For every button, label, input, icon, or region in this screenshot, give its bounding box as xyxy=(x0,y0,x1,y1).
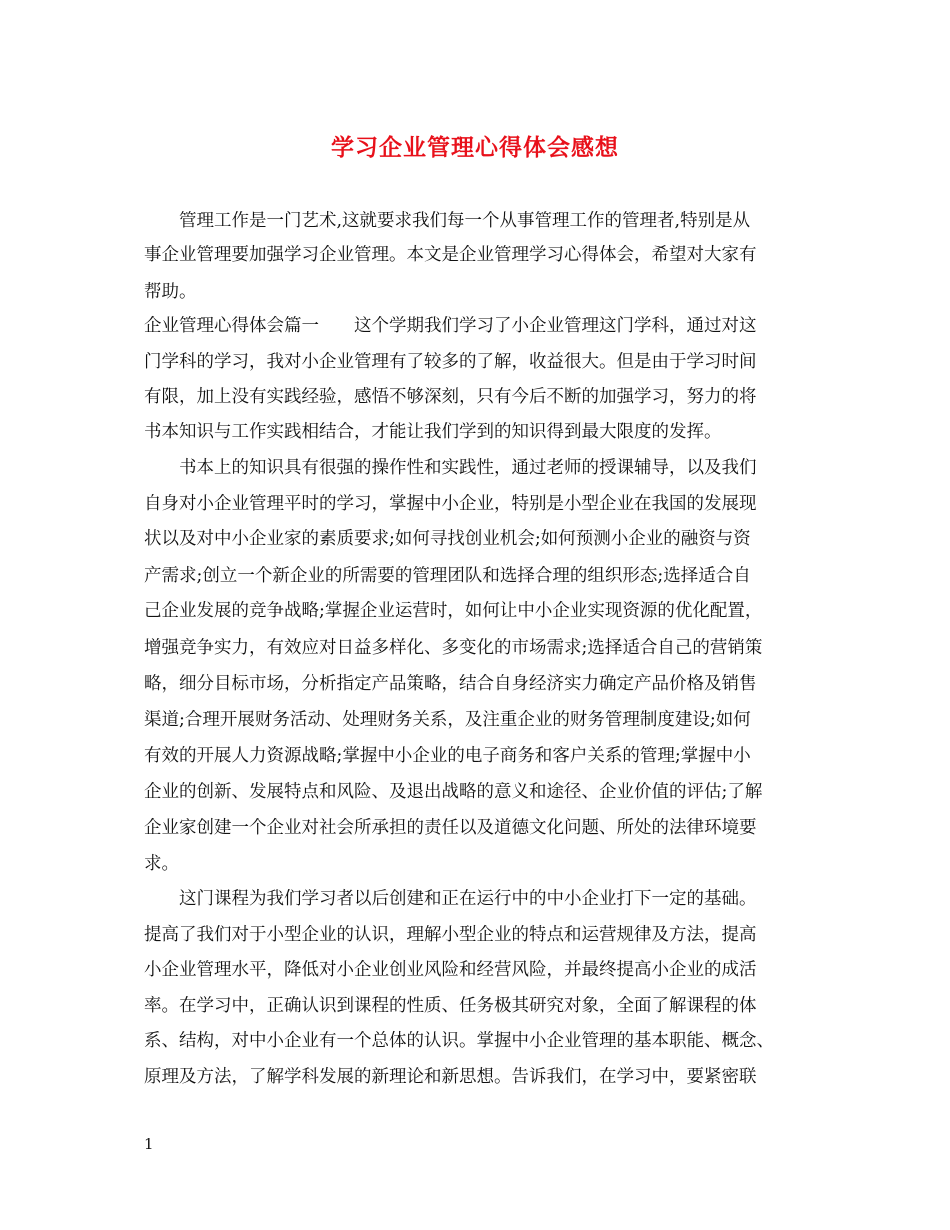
text-line: 企业管理心得体会篇一 这个学期我们学习了小企业管理这门学科，通过对这 xyxy=(144,316,757,336)
text-line: 系、结构，对中小企业有一个总体的认识。掌握中小企业管理的基本职能、概念、 xyxy=(144,1031,774,1051)
text-line: 小企业管理水平，降低对小企业创业风险和经营风险，并最终提高小企业的成活 xyxy=(144,960,757,980)
text-line: 状以及对中小企业家的素质要求;如何寻找创业机会;如何预测小企业的融资与资 xyxy=(144,529,751,549)
text-line: 率。在学习中，正确认识到课程的性质、任务极其研究对象，全面了解课程的体 xyxy=(144,996,757,1016)
text-line: 企业的创新、发展特点和风险、及退出战略的意义和途径、企业价值的评估;了解 xyxy=(144,782,763,802)
text-line: 增强竞争实力，有效应对日益多样化、多变化的市场需求;选择适合自己的营销策 xyxy=(144,638,763,658)
text-line: 产需求;创立一个新企业的所需要的管理团队和选择合理的组织形态;选择适合自 xyxy=(144,566,751,586)
text-line: 自身对小企业管理平时的学习，掌握中小企业，特别是小型企业在我国的发展现 xyxy=(144,494,757,514)
text-line: 提高了我们对于小型企业的认识，理解小型企业的特点和运营规律及方法，提高 xyxy=(144,925,757,945)
text-line: 管理工作是一门艺术,这就要求我们每一个从事管理工作的管理者,特别是从 xyxy=(179,211,751,231)
page-number: 1 xyxy=(144,1135,154,1153)
text-line: 帮助。 xyxy=(144,282,197,302)
text-line: 有效的开展人力资源战略;掌握中小企业的电子商务和客户关系的管理;掌握中小 xyxy=(144,746,751,766)
document-title: 学习企业管理心得体会感想 xyxy=(331,135,619,161)
text-line: 略，细分目标市场，分析指定产品策略，结合自身经济实力确定产品价格及销售 xyxy=(144,674,757,694)
text-line: 这门课程为我们学习者以后创建和正在运行中的中小企业打下一定的基础。 xyxy=(179,889,757,909)
text-line: 原理及方法，了解学科发展的新理论和新思想。告诉我们，在学习中，要紧密联 xyxy=(144,1067,757,1087)
text-line: 企业家创建一个企业对社会所承担的责任以及道德文化问题、所处的法律环境要 xyxy=(144,818,757,838)
text-line: 门学科的学习，我对小企业管理有了较多的了解，收益很大。但是由于学习时间 xyxy=(144,352,757,372)
text-line: 书本知识与工作实践相结合，才能让我们学到的知识得到最大限度的发挥。 xyxy=(144,422,722,442)
text-line: 求。 xyxy=(144,854,179,874)
text-line: 书本上的知识具有很强的操作性和实践性，通过老师的授课辅导，以及我们 xyxy=(179,458,757,478)
text-line: 事企业管理要加强学习企业管理。本文是企业管理学习心得体会，希望对大家有 xyxy=(144,245,757,265)
text-line: 渠道;合理开展财务活动、处理财务关系，及注重企业的财务管理制度建设;如何 xyxy=(144,710,751,730)
text-line: 有限，加上没有实践经验，感悟不够深刻，只有今后不断的加强学习，努力的将 xyxy=(144,387,757,407)
text-line: 己企业发展的竞争战略;掌握企业运营时，如何让中小企业实现资源的优化配置， xyxy=(144,601,763,621)
